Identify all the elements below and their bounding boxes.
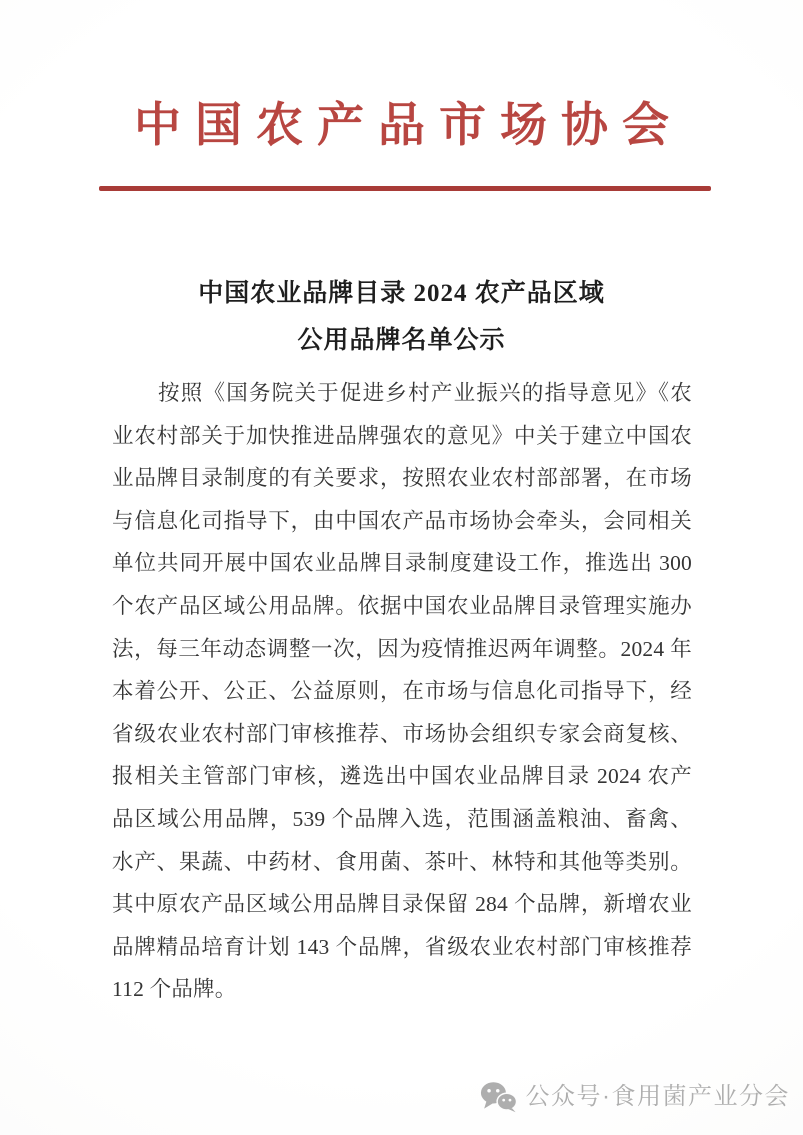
watermark [480, 1080, 791, 1114]
body-line: 省级农业农村部门审核推荐、市场协会组织专家会商复核、 [112, 721, 692, 746]
body-line: 按照《国务院关于促进乡村产业振兴的指导意见》《农 [158, 381, 692, 405]
document-title [0, 270, 803, 364]
body-line: 业品牌目录制度的有关要求，按照农业农村部部署，在市场 [112, 466, 692, 491]
body-line: 法，每三年动态调整一次，因为疫情推迟两年调整。2024 年 [112, 636, 692, 661]
body-paragraph [112, 372, 692, 1011]
document-title-line-2: 公用品牌名单公示 [297, 327, 506, 354]
letterhead-org-name: 中国农产品市场协会 [134, 100, 683, 152]
body-line: 报相关主管部门审核，遴选出中国农业品牌目录 2024 农产 [112, 764, 692, 789]
watermark-label: 公众号·食用菌产业分会 [525, 1083, 790, 1110]
body-line: 品牌精品培育计划 143 个品牌，省级农业农村部门审核推荐 [112, 934, 692, 959]
body-line: 品区域公用品牌，539 个品牌入选，范围涵盖粮油、畜禽、 [112, 806, 692, 831]
body-line: 与信息化司指导下，由中国农产品市场协会牵头，会同相关 [112, 508, 692, 533]
body-line: 其中原农产品区域公用品牌目录保留 284 个品牌，新增农业 [112, 892, 692, 917]
body-line: 个农产品区域公用品牌。依据中国农业品牌目录管理实施办 [112, 593, 692, 618]
body-line: 水产、果蔬、中药材、食用菌、茶叶、林特和其他等类别。 [112, 849, 692, 874]
body-line: 112 个品牌。 [112, 977, 237, 1002]
letterhead-divider [99, 186, 711, 191]
body-line: 业农村部关于加快推进品牌强农的意见》中关于建立中国农 [112, 423, 692, 448]
body-line: 本着公开、公正、公益原则，在市场与信息化司指导下，经 [112, 679, 692, 704]
body-line: 单位共同开展中国农业品牌目录制度建设工作，推选出 300 [112, 551, 692, 576]
wechat-icon [480, 1081, 517, 1113]
document-title-line-1: 中国农业品牌目录 2024 农产品区域 [198, 280, 605, 307]
